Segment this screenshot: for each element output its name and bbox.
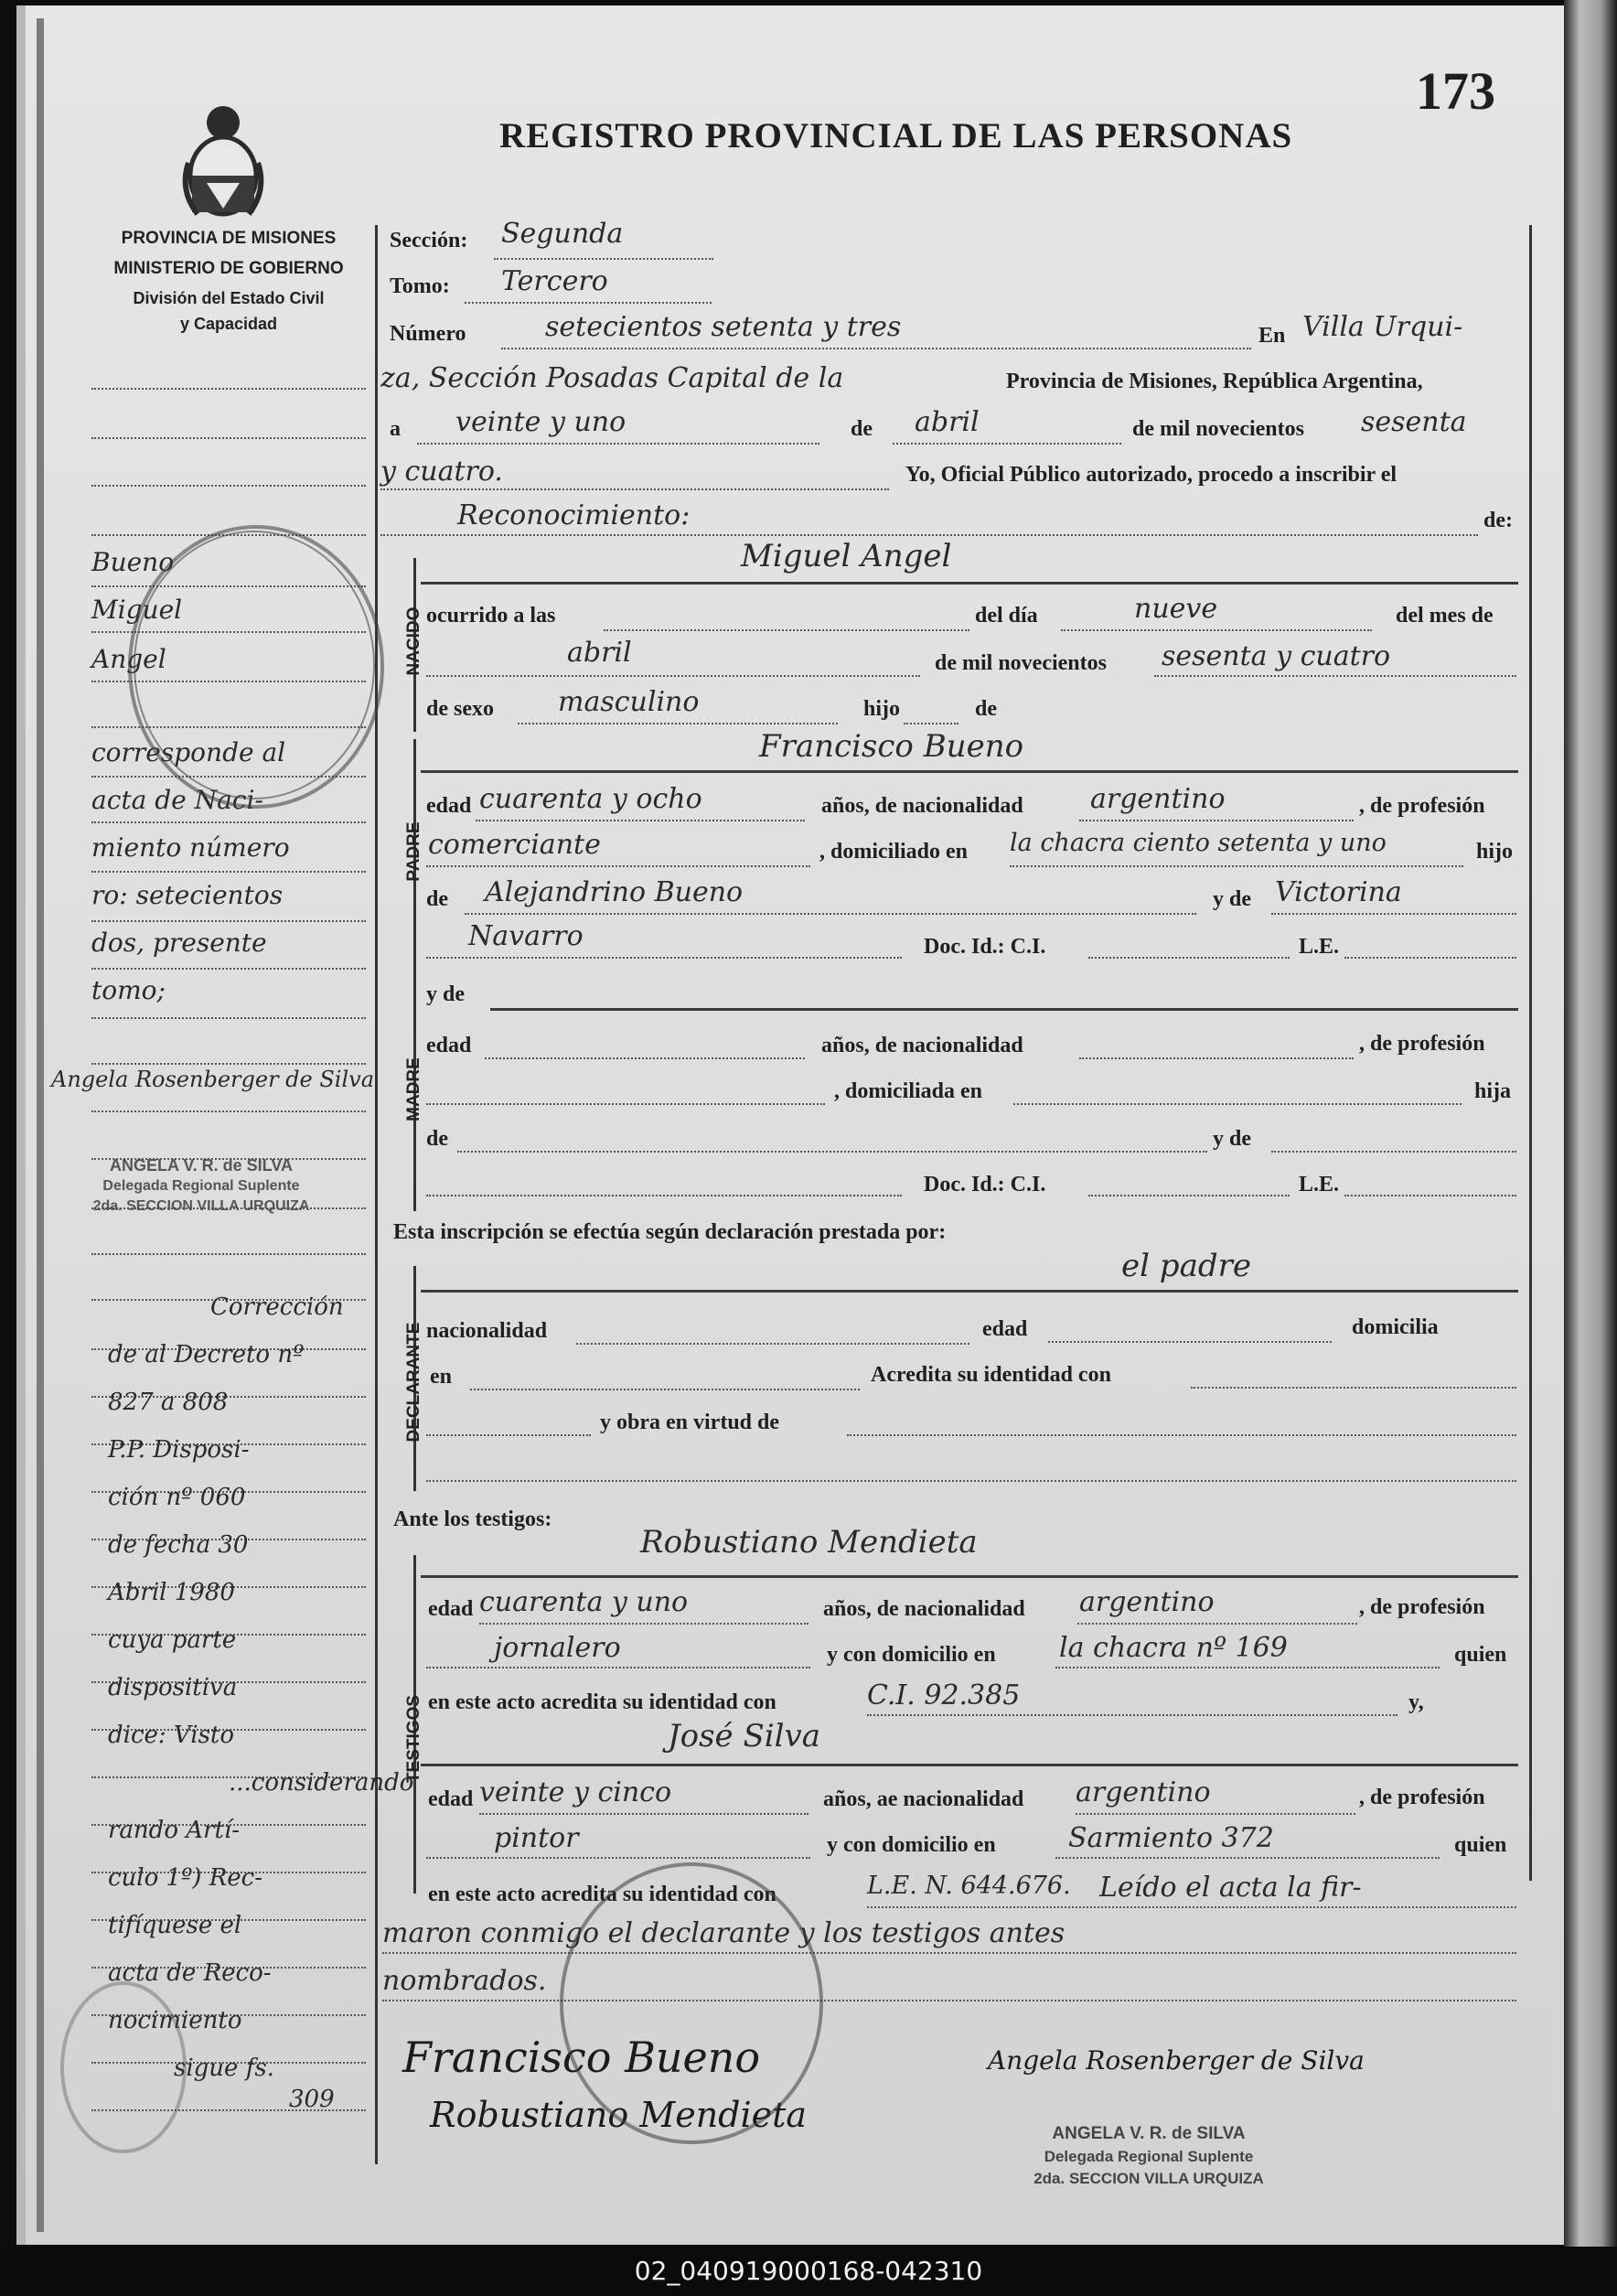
t1-y-label: y,: [1408, 1690, 1424, 1714]
t2-domicilio-value: Sarmiento 372: [1068, 1822, 1274, 1854]
org-line-4: y Capacidad: [179, 315, 278, 333]
margin-rule: [91, 968, 366, 970]
declarante-en-label: en: [430, 1365, 452, 1389]
padre-le-line: [1344, 957, 1516, 959]
acto-line: [380, 534, 1478, 536]
margin-correction-line: P.P. Disposi-: [108, 1436, 250, 1464]
margin-note-line: miento número: [91, 832, 290, 863]
margin-rule: [91, 871, 366, 873]
declarante-obra-line: [847, 1434, 1516, 1436]
margin-rule: [91, 920, 366, 922]
margin-correction-line: de al Decreto nº: [108, 1341, 305, 1368]
lugar-value: Villa Urqui-: [1302, 311, 1463, 343]
margin-note-line: Angel: [91, 644, 166, 674]
margin-correction-line: tifíquese el: [108, 1912, 242, 1939]
margin-stamp-1: ANGELA V. R. de SILVA: [109, 1156, 294, 1175]
nacido-label: NACIDO: [404, 606, 423, 676]
t2-nacionalidad-value: argentino: [1076, 1776, 1211, 1808]
madre-y-de-label: y de: [426, 982, 465, 1006]
org-line-2: MINISTERIO DE GOBIERNO: [113, 259, 344, 278]
padre-edad-line: [476, 820, 805, 821]
madre-doc-pre-line: [426, 1195, 902, 1196]
a-label: a: [390, 417, 401, 441]
nac-de-label: de: [975, 697, 997, 721]
nac-mes-value: abril: [567, 637, 632, 669]
padre-profesion-line: [426, 865, 810, 867]
declarante-acredita-line: [1191, 1387, 1516, 1389]
margin-rule: [91, 485, 366, 487]
padre-madre-cont-line: [426, 957, 902, 959]
t2-profesion-value: pintor: [494, 1822, 579, 1854]
margin-correction-line: cuya parte: [108, 1626, 237, 1654]
margin-note-line: ro: setecientos: [91, 880, 284, 910]
margin-rule: [91, 388, 366, 390]
padre-hijo-label: hijo: [1476, 840, 1514, 864]
margin-rule: [91, 1063, 366, 1065]
partial-seal: [60, 1981, 187, 2153]
acto-value: Reconocimiento:: [457, 499, 691, 531]
t1-profesion-value: jornalero: [494, 1632, 621, 1664]
seccion-label: Sección:: [390, 229, 468, 252]
madre-edad-line: [485, 1057, 805, 1059]
tomo-label: Tomo:: [390, 274, 450, 298]
t2-edad-line: [479, 1813, 808, 1815]
t1-edad-value: cuarenta y uno: [479, 1586, 689, 1618]
madre-doc-label: Doc. Id.: C.I.: [924, 1173, 1046, 1196]
margin-correction-line: ción nº 060: [108, 1484, 246, 1511]
declarante-acredita-label: Acredita su identidad con: [871, 1363, 1111, 1387]
fecha-value: veinte y uno: [455, 406, 626, 438]
testigo1-name-line: [421, 1575, 1518, 1578]
margin-correction-line: Corrección: [210, 1293, 344, 1321]
folio-number: 173: [1416, 61, 1495, 121]
declarante-name-line: [421, 1290, 1518, 1293]
margin-correction-line: sigue fs.: [174, 2055, 274, 2082]
stamp-line-1: ANGELA V. R. de SILVA: [1052, 2124, 1246, 2143]
margin-divider: [375, 225, 378, 2164]
testigo1-nombre: Robustiano Mendieta: [640, 1524, 978, 1561]
madre-name-line: [490, 1008, 1518, 1011]
margin-correction-line: culo 1º) Rec-: [108, 1864, 263, 1892]
padre-anos-label: años, de nacionalidad: [821, 794, 1023, 818]
margin-correction-line: dispositiva: [108, 1674, 238, 1701]
seccion-value: Segunda: [501, 218, 624, 250]
oficial-text: Yo, Oficial Público autorizado, procedo a inscribir el: [905, 463, 1397, 487]
madre-le-line: [1344, 1195, 1516, 1196]
padre-padre-line: [465, 913, 1196, 915]
padre-nombre: Francisco Bueno: [759, 728, 1024, 765]
madre-hija-label: hija: [1474, 1079, 1512, 1103]
madre-profesion-label: , de profesión: [1359, 1032, 1485, 1056]
padre-domicilio-label: , domiciliado en: [819, 840, 969, 864]
leido-line-3-rule: [382, 2000, 1516, 2001]
padre-domicilio-value: la chacra ciento setenta y uno: [1010, 829, 1387, 857]
nac-anio-line: [1154, 675, 1516, 677]
t2-domicilio-line: [1055, 1857, 1440, 1859]
provincia-text: Provincia de Misiones, República Argentina,: [1006, 370, 1423, 393]
leido-line-2-rule: [382, 1952, 1516, 1954]
t2-profesion-line: [426, 1857, 810, 1859]
t1-acredita-label: en este acto acredita su identidad con: [428, 1690, 776, 1714]
signature-francisco: Francisco Bueno: [402, 2033, 761, 2082]
t2-edad-label: edad: [428, 1787, 474, 1811]
t2-domicilio-label: y con domicilio en: [827, 1833, 996, 1857]
madre-profesion-line: [426, 1103, 825, 1105]
testigo2-nombre: José Silva: [668, 1718, 820, 1754]
stamp-line-3: 2da. SECCION VILLA URQUIZA: [1033, 2170, 1264, 2187]
testigos-intro: Ante los testigos:: [393, 1507, 552, 1531]
leido-line-2: maron conmigo el declarante y los testigos antes: [382, 1917, 1066, 1949]
margin-correction-line: Abril 1980: [108, 1579, 235, 1606]
numero-line: [501, 348, 1251, 349]
margin-correction-line: dice: Visto: [108, 1722, 235, 1749]
t1-nacionalidad-line: [1077, 1623, 1357, 1625]
margin-stamp-3: 2da. SECCION VILLA URQUIZA: [92, 1198, 310, 1214]
margin-correction-line: 309: [289, 2086, 335, 2113]
declarante-nombre: el padre: [1121, 1248, 1251, 1284]
signature-oficial: Angela Rosenberger de Silva: [988, 2045, 1365, 2076]
document-id-footer: 02_040919000168-042310: [0, 2247, 1617, 2296]
madre-de-line: [457, 1151, 1207, 1153]
stamp-line-2: Delegada Regional Suplente: [1044, 2148, 1254, 2165]
t2-profesion-label: , de profesión: [1359, 1786, 1485, 1809]
padre-profesion-label: , de profesión: [1359, 794, 1485, 818]
tomo-line: [465, 302, 712, 304]
margin-rule: [91, 1017, 366, 1019]
nacido-name-line: [421, 582, 1518, 585]
nac-anio-label: de mil novecientos: [935, 651, 1107, 675]
t2-doc-value: L.E. N. 644.676.: [867, 1872, 1071, 1900]
madre-nacionalidad-line: [1079, 1057, 1354, 1059]
margin-note-line: dos, presente: [91, 928, 267, 958]
padre-edad-value: cuarenta y ocho: [479, 783, 702, 815]
t2-doc-line: [867, 1906, 1516, 1908]
padre-madre-value: Victorina: [1275, 876, 1402, 908]
nac-mes-line: [426, 675, 920, 677]
margin-note-line: Bueno: [91, 547, 175, 577]
declarante-obra-label: y obra en virtud de: [600, 1411, 780, 1434]
margin-rule: [91, 821, 366, 823]
leido-line-3: nombrados.: [382, 1965, 547, 1997]
lugar-cont-value: za, Sección Posadas Capital de la: [380, 362, 844, 394]
t1-profesion-label: , de profesión: [1359, 1595, 1485, 1619]
de-end-label: de:: [1483, 509, 1513, 532]
madre-y-de2-label: y de: [1213, 1127, 1251, 1151]
declarante-blank-line: [426, 1480, 1516, 1482]
padre-madre-line: [1271, 913, 1516, 915]
madre-y-de2-line: [1271, 1151, 1516, 1153]
anio-cont-line: [380, 488, 889, 490]
margin-correction-line: nocimiento: [108, 2007, 242, 2034]
madre-le-label: L.E.: [1299, 1173, 1340, 1196]
t1-doc-value: C.I. 92.385: [867, 1679, 1021, 1711]
del-dia-label: del día: [975, 604, 1038, 628]
t2-anos-label: años, ae nacionalidad: [823, 1787, 1024, 1811]
margin-rule: [91, 437, 366, 439]
madre-doc-line: [1088, 1195, 1290, 1196]
numero-value: setecientos setenta y tres: [545, 311, 902, 343]
mes-value: abril: [915, 406, 980, 438]
padre-y-de-label: y de: [1213, 887, 1251, 911]
margin-stamp-2: Delegada Regional Suplente: [102, 1178, 300, 1194]
margin-correction-line: ...considerando: [229, 1769, 414, 1797]
padre-name-line: [421, 770, 1518, 773]
margin-note-line: tomo;: [91, 975, 166, 1005]
tomo-value: Tercero: [501, 265, 608, 297]
org-line-1: PROVINCIA DE MISIONES: [121, 229, 337, 248]
coat-of-arms-icon: [179, 99, 267, 223]
page-title: REGISTRO PROVINCIAL DE LAS PERSONAS: [499, 116, 1293, 156]
nacido-nombre: Miguel Angel: [741, 538, 952, 574]
nac-anio-value: sesenta y cuatro: [1162, 640, 1391, 672]
org-line-3: División del Estado Civil: [133, 289, 325, 307]
t1-domicilio-value: la chacra nº 169: [1059, 1632, 1288, 1664]
t2-edad-value: veinte y cinco: [479, 1776, 672, 1808]
numero-label: Número: [390, 322, 466, 346]
t1-quien-label: quien: [1454, 1643, 1507, 1667]
declarante-en-line: [470, 1389, 860, 1390]
margin-correction-line: 827 a 808: [108, 1389, 229, 1416]
anio-label: de mil novecientos: [1132, 417, 1304, 441]
declarante-label: DECLARANTE: [404, 1322, 423, 1443]
testigos-label: TESTIGOS: [404, 1694, 423, 1784]
madre-de-label: de: [426, 1127, 448, 1151]
margin-rule: [91, 1253, 366, 1255]
declarante-intro: Esta inscripción se efectúa según declaración prestada por:: [393, 1220, 947, 1244]
right-frame: [1529, 225, 1532, 1881]
mes-line: [893, 443, 1121, 445]
margin-correction-line: de fecha 30: [108, 1531, 249, 1559]
margin-correction-line: acta de Reco-: [108, 1959, 272, 1987]
del-mes-label: del mes de: [1396, 604, 1494, 628]
anio-cont-value: y cuatro.: [380, 456, 503, 488]
padre-label: PADRE: [404, 821, 423, 882]
testigo2-name-line: [421, 1764, 1518, 1766]
t2-nacionalidad-line: [1076, 1813, 1355, 1815]
hijo-label: hijo: [863, 697, 901, 721]
de-label: de: [851, 417, 873, 441]
madre-label: MADRE: [404, 1057, 423, 1121]
declarante-domicilia-label: domicilia: [1352, 1315, 1439, 1339]
t1-domicilio-label: y con domicilio en: [827, 1643, 996, 1667]
margin-oficial-signature: Angela Rosenberger de Silva: [51, 1067, 375, 1092]
declarante-edad-label: edad: [982, 1317, 1028, 1341]
en-label: En: [1258, 324, 1286, 348]
madre-edad-label: edad: [426, 1034, 472, 1057]
padre-doc-label: Doc. Id.: C.I.: [924, 935, 1046, 959]
madre-domicilio-label: , domiciliada en: [834, 1079, 983, 1103]
margin-rule: [91, 1110, 366, 1112]
padre-doc-line: [1088, 957, 1290, 959]
padre-de-label: de: [426, 887, 448, 911]
declarante-obra-pre-line: [426, 1434, 591, 1436]
signature-robustiano: Robustiano Mendieta: [430, 2095, 808, 2135]
t1-edad-label: edad: [428, 1597, 474, 1621]
padre-nacionalidad-value: argentino: [1090, 783, 1226, 815]
t1-doc-line: [867, 1714, 1397, 1716]
madre-anos-label: años, de nacionalidad: [821, 1034, 1023, 1057]
declarante-edad-line: [1048, 1341, 1332, 1343]
ocurrido-label: ocurrido a las: [426, 604, 556, 628]
margin-note-line: Miguel: [91, 595, 183, 625]
sexo-line: [518, 723, 838, 724]
page-binding: [37, 18, 44, 2232]
dia-line: [1061, 629, 1372, 631]
t1-domicilio-line: [1055, 1667, 1440, 1668]
padre-profesion-value: comerciante: [428, 829, 601, 861]
padre-domicilio-line: [1010, 865, 1463, 867]
t1-anos-label: años, de nacionalidad: [823, 1597, 1025, 1621]
ocurrido-line: [604, 629, 969, 631]
anio-value: sesenta: [1361, 406, 1467, 438]
seccion-line: [494, 258, 713, 260]
madre-domicilio-line: [1013, 1103, 1462, 1105]
official-seal-left-inner: [134, 531, 375, 799]
t2-quien-label: quien: [1454, 1833, 1507, 1857]
t1-profesion-line: [426, 1667, 810, 1668]
padre-padre-value: Alejandrino Bueno: [485, 876, 744, 908]
padre-nacionalidad-line: [1079, 820, 1354, 821]
dia-value: nueve: [1134, 593, 1218, 625]
margin-note-line: corresponde al: [91, 737, 286, 767]
sexo-label: de sexo: [426, 697, 494, 721]
t1-nacionalidad-value: argentino: [1079, 1586, 1215, 1618]
t2-acredita-label: en este acto acredita su identidad con: [428, 1883, 776, 1906]
padre-madre-cont: Navarro: [468, 920, 584, 952]
fecha-line: [417, 443, 819, 445]
sexo-value: masculino: [558, 686, 700, 718]
declarante-nacionalidad-line: [576, 1343, 969, 1345]
page-edge: [1564, 0, 1617, 2250]
official-seal-bottom: [560, 1862, 823, 2144]
margin-note-line: acta de Naci-: [91, 785, 263, 815]
padre-edad-label: edad: [426, 794, 472, 818]
t1-edad-line: [479, 1623, 808, 1625]
hijo-line: [904, 723, 958, 724]
declarante-nacionalidad-label: nacionalidad: [426, 1319, 548, 1343]
padre-le-label: L.E.: [1299, 935, 1340, 959]
leido-value: Leído el acta la fir-: [1099, 1872, 1362, 1904]
margin-correction-line: rando Artí-: [108, 1817, 240, 1844]
